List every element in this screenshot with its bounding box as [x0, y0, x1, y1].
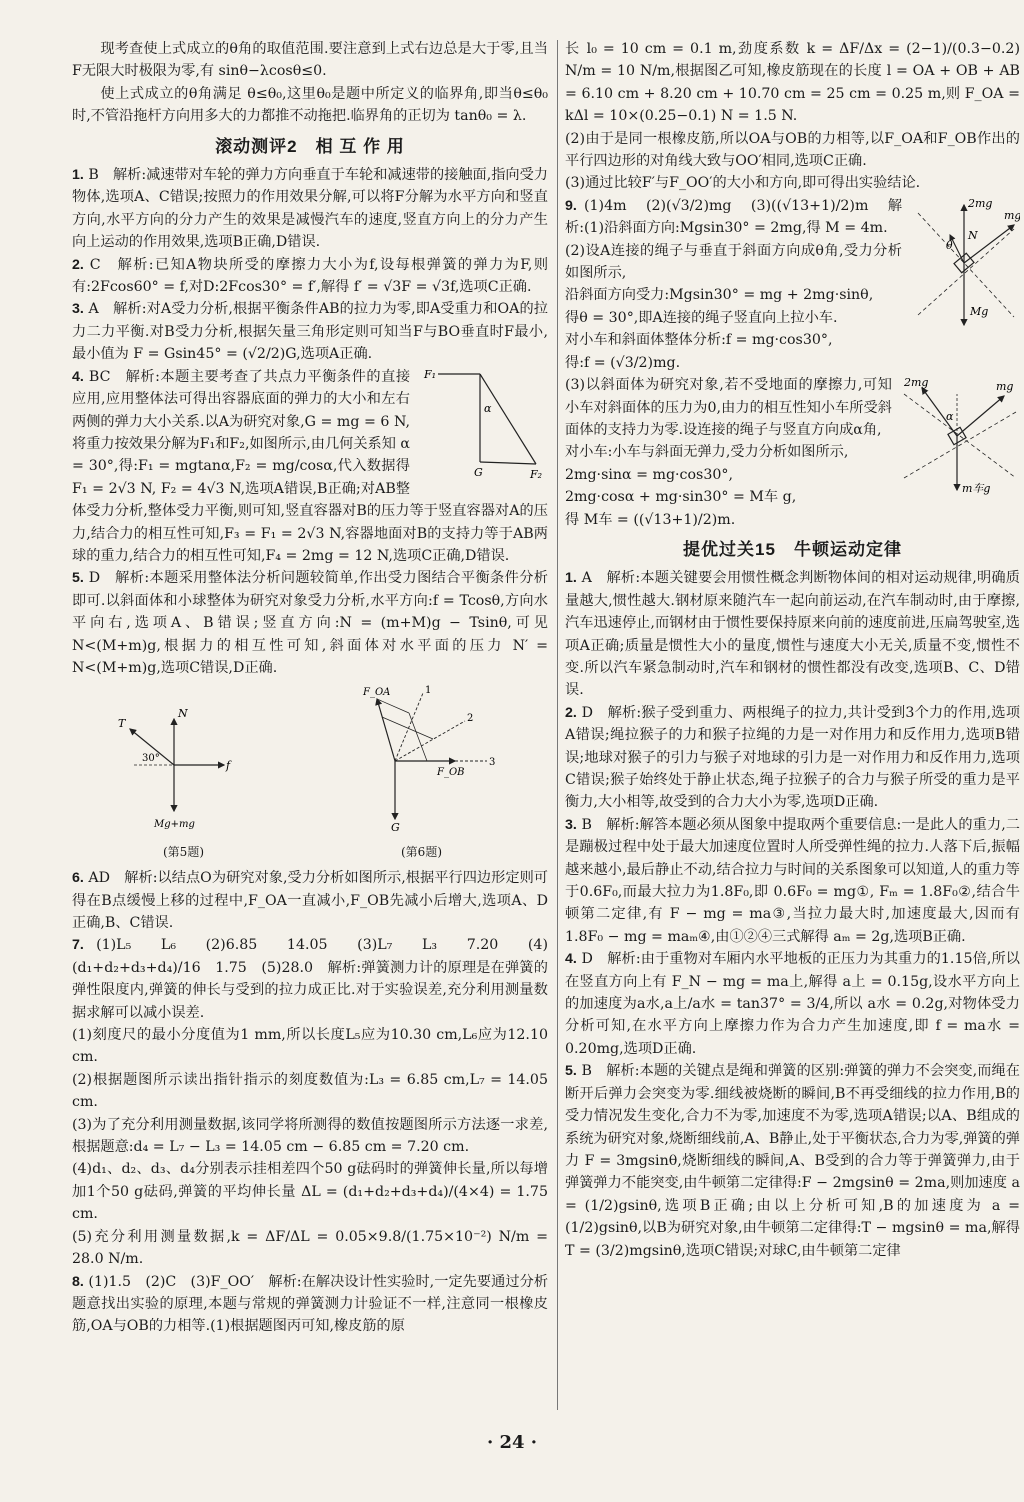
label-line-1: 1: [424, 685, 431, 697]
item9-line-2: 沿斜面方向受力:Mgsin30° = mg + 2mg·sinθ,: [565, 287, 874, 304]
q5-force-diagram: [114, 703, 254, 833]
item9-line-8: 2mg·sinα = mg·cos30°,: [565, 466, 733, 483]
item8-cont-3: (3)通过比较F′与F_OO′的大小和方向,即可得出实验结论.: [565, 175, 921, 192]
label-foa: F_OA: [362, 687, 390, 699]
newton-item-5: 5. B 解析:本题的关键点是绳和弹簧的区别:弹簧的弹力不会突变,而绳在断开后弹力会突变为零.细线被烧断的瞬间,B不再受细线的拉力作用,B的受力情况发生变化,合力不为零,加速度不为零,选项A错误;以A、B组成的系统为研究对象,烧断细线前,A、B静止,处于平衡状态,合力为零,弹簧的弹力 F = 3mgsinθ,烧断细线的瞬间,A、B受到的合力等于弹簧弹力,由于弹簧弹力不能突变,由牛顿第二定律得:F − 2mgsinθ = 2ma,则加速度 a = (1/2)gsinθ,选项B正确;由以上分析可知,B的加速度为 a = (1/2)gsinθ,以B为研究对象,由牛顿第二定律得:T − mgsinθ = ma,解得 T = (3/2)mgsinθ,选项C错误;对球C,由牛顿第二定律: [565, 1063, 1020, 1259]
label-f: f: [225, 759, 230, 773]
item9-line-1: (2)设A连接的绳子与垂直于斜面方向成θ角,受力分析如图所示,: [565, 242, 902, 282]
column-divider: [557, 40, 558, 1410]
label-weight: Mg+mg: [153, 819, 195, 831]
answer-item-4: 4. BC 解析:本题主要考查了共点力平衡条件的直接应用,应用整体法可得出容器底面的弹力的大小和左右两侧的弹力大小关系.以A为研究对象,G = mg = 6 N,将重力按效果分解为F₁和F₂,如图所示,由几何关系知 α = 30°,得:F₁ = mgtanα,F₂ = mg/cosα,代入数据得 F₁ = 2√3 N, F₂ = 4√3 N,选项A错误,B正确;对AB整体受力分析,整体受力平衡,则可知,竖直容器对B的压力等于竖直容器对A的压力,结合力的相互性可知,F₃ = F₁ = 2√3 N,容器地面对B的支持力等于AB两球的重力,结合力的相互性可知,F₄ = 2mg = 12 N,选项C正确,D错误.: [72, 368, 548, 564]
label-alpha9: α: [946, 410, 954, 424]
figure-q5: [114, 703, 254, 863]
figure-q9a: [910, 195, 1020, 342]
label-line-2: 2: [466, 713, 473, 725]
answer-item-3: 3. A 解析:对A受力分析,根据平衡条件AB的拉力为零,即A受重力和OA的拉力二力平衡.对B受力分析,根据矢量三角形定则可知当F与BO垂直时F最小,最小值为 F = Gsin45° = (√2/2)G,选项A正确.: [72, 301, 548, 363]
label-mg-b: mg: [996, 380, 1014, 394]
item8-cont-1: 长 l₀ = 10 cm = 0.1 m,劲度系数 k = ΔF/Δx = (2−1)/(0.3−0.2) N/m = 10 N/m,根据图乙可知,橡皮筋现在的长度 l = OA + OB + AB = 6.10 cm + 8.20 cm + 10.70 cm = 25 cm = 0.25 m,则 F_OA = kΔl = 10×(0.25−0.1) N = 1.5 N.: [565, 41, 1020, 125]
answer-item-2: 2. C 解析:已知A物块所受的摩擦力大小为f,设每根弹簧的弹力为F,则有:2Fcos60° = f,对D:2Fcos30° = f′,解得 f′ = √3F = √3f,选项C正确.: [72, 256, 549, 296]
section-title-rolling-test: 滚动测评2 相 互 作 用: [215, 136, 405, 156]
label-fob: F_OB: [436, 767, 464, 779]
answer-item-8: 8. (1)1.5 (2)C (3)F_OO′ 解析:在解决设计性实验时,一定先要通过分析题意找出实验的原理,本题与常规的弹簧测力计验证不一样,注意同一根橡皮筋,OA与OB的力相等.(1)根据题图丙可知,橡皮筋的原: [72, 1273, 549, 1335]
q9a-force-diagram: [910, 195, 1020, 335]
label-30deg: 30°: [141, 753, 160, 765]
base-line: [480, 462, 536, 464]
label-theta: θ: [946, 238, 953, 252]
section-title-newton: 提优过关15 牛顿运动定律: [683, 539, 902, 559]
item9-line-3: 得θ = 30°,即A连接的绳子竖直向上拉小车.: [565, 309, 838, 326]
label-Mg: Mg: [970, 304, 989, 318]
label-g: G: [474, 465, 483, 479]
answer-item-7: 7. (1)L₅ L₆ (2)6.85 14.05 (3)L₇ L₃ 7.20 (4)(d₁+d₂+d₃+d₄)/16 1.75 (5)28.0 解析:弹簧测力计的原理是在弹簧的弹性限度内,弹簧的伸长与受到的拉力成正比.对于实验误差,充分利用测量数据求解可以减小误差.: [72, 937, 548, 1021]
item7-line-4: (4)d₁、d₂、d₃、d₄分别表示挂相差四个50 g砝码时的弹簧伸长量,所以每增加1个50 g砝码,弹簧的平均伸长量 ΔL = (d₁+d₂+d₃+d₄)/(4×4) = 1.75 cm.: [72, 1161, 548, 1223]
answer-item-5: 5. D 解析:本题采用整体法分析问题较简单,作出受力图结合平衡条件分析即可.以斜面体和小球整体为研究对象受力分析,水平方向:f = Tcosθ,方向水平向右,选项A、B错误;竖直方向:N = (m+M)g − Tsinθ,可见 N<(M+m)g,根据力的相互性可知,斜面体对水平面的压力 N′ = N<(M+m)g,选项C错误,D正确.: [72, 570, 548, 676]
item9-line-4: 对小车和斜面体整体分析:f = mg·cos30°,: [565, 332, 833, 349]
newton-item-2: 2. D 解析:猴子受到重力、两根绳子的拉力,共计受到3个力的作用,选项A错误;绳拉猴子的力和猴子拉绳的力是一对作用力和反作用力,选项B错误;地球对猴子的引力与猴子对地球的引力是一对作用力和反作用力,选项C错误;猴子始终处于静止状态,绳子拉猴子的合力与猴子所受的重力是平衡力,大小相等,故受到的合力大小为零,选项D正确.: [565, 704, 1021, 811]
label-n: N: [177, 707, 188, 721]
answer-item-6: 6. AD 解析:以结点O为研究对象,受力分析如图所示,根据平行四边形定则可得在B点缓慢上移的过程中,F_OA一直减小,F_OB先减小后增大,选项A、D正确,B、C错误.: [72, 870, 548, 931]
item7-line-2: (2)根据题图所示读出指针指示的刻度数值为:L₃ = 6.85 cm,L₇ = 14.05 cm.: [72, 1071, 548, 1111]
figure-caption-q6: (第6题): [401, 844, 442, 859]
item8-cont-2: (2)由于是同一根橡皮筋,所以OA与OB的力相等,以F_OA和F_OB作出的平行四边形的对角线大致与OO′相同,选项C正确.: [565, 130, 1020, 170]
label-mcar-g: m车g: [962, 482, 991, 496]
label-2mg-a: 2mg: [968, 196, 993, 210]
item9-line-7: 对小车:小车与斜面无弹力,受力分析如图所示,: [565, 444, 849, 461]
label-mg-a: mg: [1004, 208, 1020, 222]
label-g6: G: [390, 821, 400, 834]
item7-line-1: (1)刻度尺的最小分度值为1 mm,所以长度L₅应为10.30 cm,L₆应为12.10 cm.: [72, 1027, 548, 1066]
q6-force-diagram: [337, 683, 507, 833]
q9b-force-diagram: [900, 374, 1020, 504]
label-2mg-b: 2mg: [904, 376, 929, 390]
answer-item-9: 9. (1)4m (2)(√3/2)mg (3)((√13+1)/2)m 解析:(1)沿斜面方向:Mgsin30° = 2mg,得 M = 4m.: [565, 197, 903, 237]
item9-line-9: 2mg·cosα + mg·sin30° = M车 g,: [565, 489, 797, 506]
figure-q6: [337, 683, 507, 863]
label-n9: N: [968, 228, 978, 242]
item7-line-5: (5)充分利用测量数据,k = ΔF/ΔL = 0.05×9.8/(1.75×10⁻²) N/m = 28.0 N/m.: [72, 1228, 548, 1268]
figure-q9b: [900, 374, 1020, 511]
answer-item-1: 1. B 解析:减速带对车轮的弹力方向垂直于车轮和减速带的接触面,指向受力物体,选项A、C错误;按照力的作用效果分解,可以将F分解为水平方向和竖直方向,水平方向的分力产生的效果是减慢汽车的速度,竖直方向上的分力产生向上运动的作用效果,选项B正确,D错误.: [72, 167, 548, 251]
force-triangle-diagram: [418, 366, 548, 484]
item7-line-3: (3)为了充分利用测量数据,该同学将所测得的数值按题图所示方法逐一求差,根据题意:d₄ = L₇ − L₃ = 14.05 cm − 6.85 cm = 7.20 cm.: [72, 1116, 548, 1156]
figure-caption-q5: (第5题): [163, 844, 204, 859]
figure-q4: [418, 366, 548, 491]
newton-item-3: 3. B 解析:解答本题必须从图象中提取两个重要信息:一是此人的重力,二是蹦极过程中处于最大加速度位置时人所受弹性绳的拉力.人落下后,振幅越来越小,最后静止不动,结合拉力与时间的关系图象可以知道,人的重力等于0.6F₀,而最大拉力为1.8F₀,即 0.6F₀ = mg①, Fₘ = 1.8F₀②,结合牛顿第二定律,有 F − mg = ma③,当拉力最大时,加速度最大,因而有 1.8F₀ − mg = maₘ④,由①②④三式解得 aₘ = 2g,选项B正确.: [565, 816, 1020, 945]
figures-q5-q6: [72, 683, 548, 863]
item9-line-5: 得:f = (√3/2)mg.: [565, 354, 681, 371]
left-column: [72, 38, 548, 1338]
intro-paragraph-1: 现考查使上式成立的θ角的取值范围.要注意到上式右边总是大于零,且当F无限大时极限为零,有 sinθ−λcosθ≤0.: [72, 41, 548, 80]
page-number: · 24 ·: [486, 1432, 538, 1453]
item9-line-6: (3)以斜面体为研究对象,若不受地面的摩擦力,可知小车对斜面体的压力为0,由力的相互性知小车所受斜面体的支持力为零.设连接的绳子与竖直方向成α角,: [565, 377, 892, 438]
right-column: [565, 38, 1020, 1262]
newton-item-4: 4. D 解析:由于重物对车厢内水平地板的正压力为其重力的1.15倍,所以在竖直方向上有 F_N − mg = ma上,解得 a上 = 0.15g,设水平方向上的加速度为a水,a上/a水 = tan37° = 3/4,所以 a水 = 0.2g,对物体受力分析可知,在水平方向上摩擦力作为合力产生加速度,即 f = ma水 = 0.20mg,选项D正确.: [565, 951, 1020, 1057]
label-f1: F₁: [424, 367, 437, 381]
label-line-3: 3: [488, 757, 495, 769]
item9-line-10: 得 M车 = ((√13+1)/2)m.: [565, 511, 736, 528]
label-f2: F₂: [530, 467, 543, 481]
intro-paragraph-2: 使上式成立的θ角满足 θ≤θ₀,这里θ₀是题中所定义的临界角,即当θ≤θ₀时,不管沿拖杆方向用多大的力都推不动拖把.临界角的正切为 tanθ₀ = λ.: [72, 85, 548, 125]
label-alpha: α: [484, 401, 492, 415]
f2-line: [480, 374, 536, 464]
newton-item-1: 1. A 解析:本题关键要会用惯性概念判断物体间的相对运动规律,明确质量越大,惯性越大.钢材原来随汽车一起向前运动,在汽车制动时,由于摩擦,汽车迅速停止,而钢材由于惯性要保持原来向前的速度前进,压扁驾驶室,选项A正确;质量是惯性大小的量度,惯性与速度大小无关,质量不变,惯性不变.所以汽车紧急制动时,汽车和钢材的惯性都没有改变,选项B、C、D错误.: [565, 570, 1020, 699]
label-t: T: [117, 717, 125, 731]
